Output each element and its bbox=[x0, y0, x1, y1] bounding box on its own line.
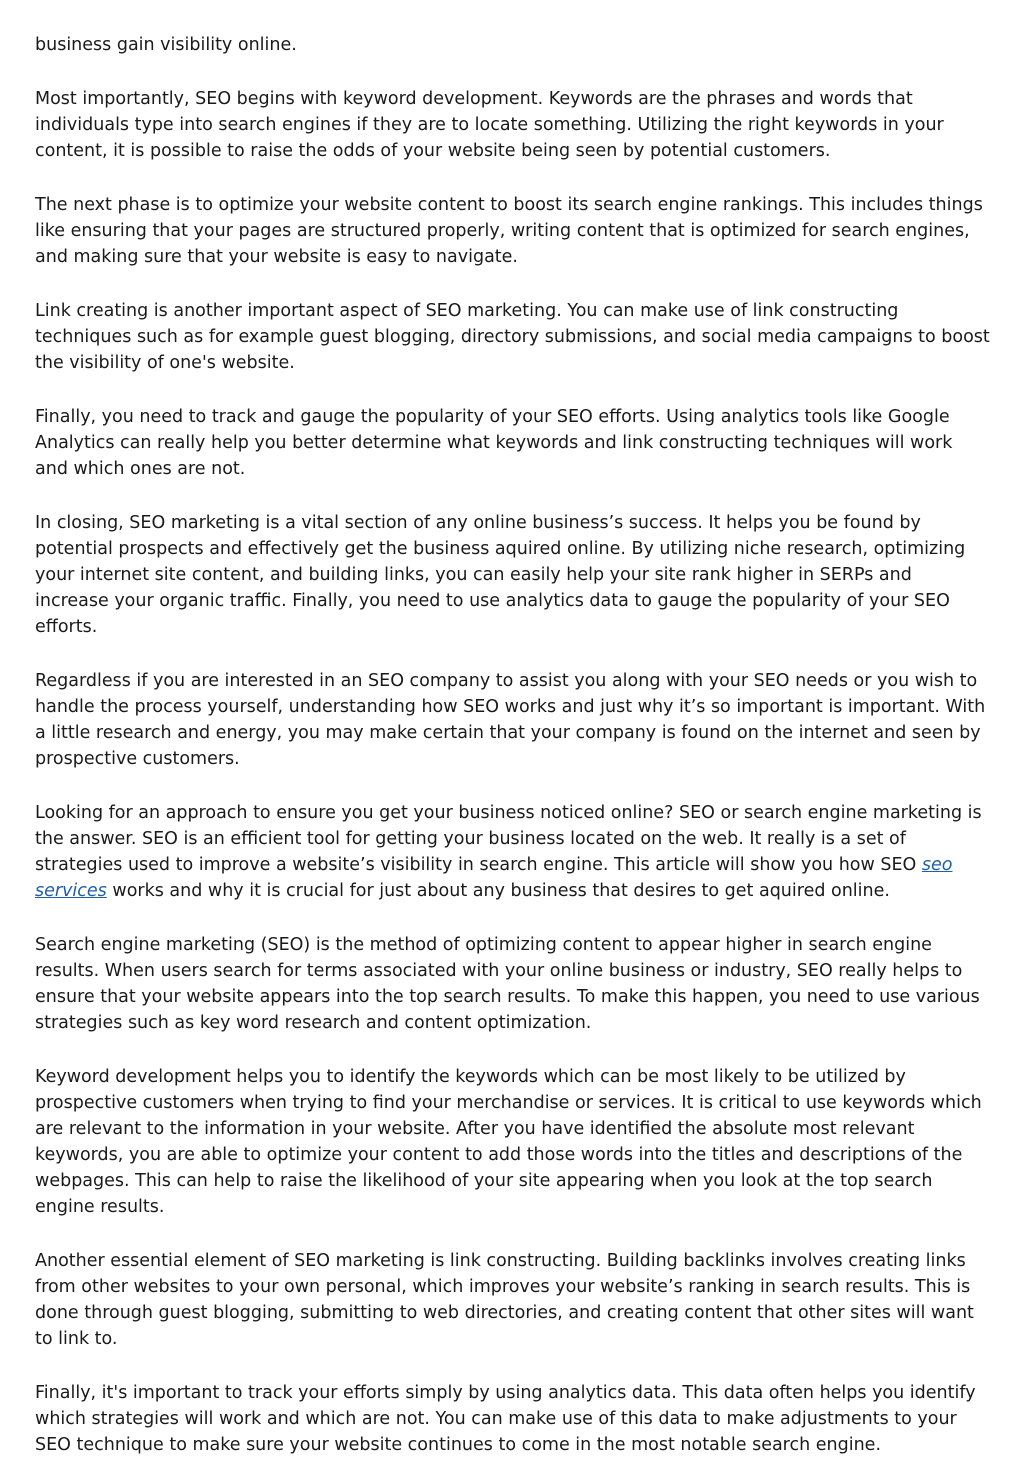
paragraph-12: Finally, it's important to track your efforts simply by using analytics data. This data often helps you identify which strategies will work and which are not. You can make use of this data to make adjustments to your SEO technique to make sure your website continues to come in the most notable search engine. bbox=[35, 1383, 976, 1455]
paragraph-8-text-before: Looking for an approach to ensure you get your business noticed online? SEO or search engine marketing is the answer. SEO is an efficient tool for getting your business located on the web. It really is a set of strategies used to improve a website’s visibility in search engine. This article will show you how SEO bbox=[35, 803, 982, 875]
paragraph-4: Link creating is another important aspect of SEO marketing. You can make use of link constructing techniques such as for example guest blogging, directory submissions, and social media campaigns to boost the visibility of one's website. bbox=[35, 301, 990, 373]
paragraph-6: In closing, SEO marketing is a vital section of any online business’s success. It helps you be found by potential prospects and effectively get the business aquired online. By utilizing niche research, optimizing your internet site content, and building links, you can easily help your site rank higher in SERPs and increase your organic traffic. Finally, you need to use analytics data to gauge the popularity of your SEO efforts. bbox=[35, 513, 966, 637]
paragraph-5: Finally, you need to track and gauge the popularity of your SEO efforts. Using analytics tools like Google Analytics can really help you better determine what keywords and link constructing techniques will work and which ones are not. bbox=[35, 407, 953, 479]
paragraph-3: The next phase is to optimize your website content to boost its search engine rankings. This includes things like ensuring that your pages are structured properly, writing content that is optimized for search engines, and making sure that your website is easy to navigate. bbox=[35, 195, 983, 267]
paragraph-11: Another essential element of SEO marketing is link constructing. Building backlinks involves creating links from other websites to your own personal, which improves your website’s ranking in search results. This is done through guest blogging, submitting to web directories, and creating content that other sites will want to link to. bbox=[35, 1251, 974, 1349]
paragraph-8-text-after: works and why it is crucial for just about any business that desires to get aquired online. bbox=[106, 881, 890, 901]
paragraph-9: Search engine marketing (SEO) is the method of optimizing content to appear higher in search engine results. When users search for terms associated with your online business or industry, SEO really helps to ensure that your website appears into the top search results. To make this happen, you need to use various strategies such as key word research and content optimization. bbox=[35, 935, 980, 1033]
seo-services-link[interactable]: seo services bbox=[35, 855, 953, 901]
paragraph-2: Most importantly, SEO begins with keyword development. Keywords are the phrases and words that individuals type into search engines if they are to locate something. Utilizing the right keywords in your content, it is possible to raise the odds of your website being seen by potential customers. bbox=[35, 89, 944, 161]
paragraph-8 bbox=[35, 800, 990, 904]
paragraph-1: business gain visibility online. bbox=[35, 35, 297, 55]
paragraph-10: Keyword development helps you to identify the keywords which can be most likely to be utilized by prospective customers when trying to find your merchandise or services. It is critical to use keywords which are relevant to the information in your website. After you have identified the absolute most relevant keywords, you are able to optimize your content to add those words into the titles and descriptions of the webpages. This can help to raise the likelihood of your site appearing when you look at the top search engine results. bbox=[35, 1067, 982, 1217]
paragraph-7: Regardless if you are interested in an SEO company to assist you along with your SEO needs or you wish to handle the process yourself, understanding how SEO works and just why it’s so important is important. With a little research and energy, you may make certain that your company is found on the internet and seen by prospective customers. bbox=[35, 671, 986, 769]
